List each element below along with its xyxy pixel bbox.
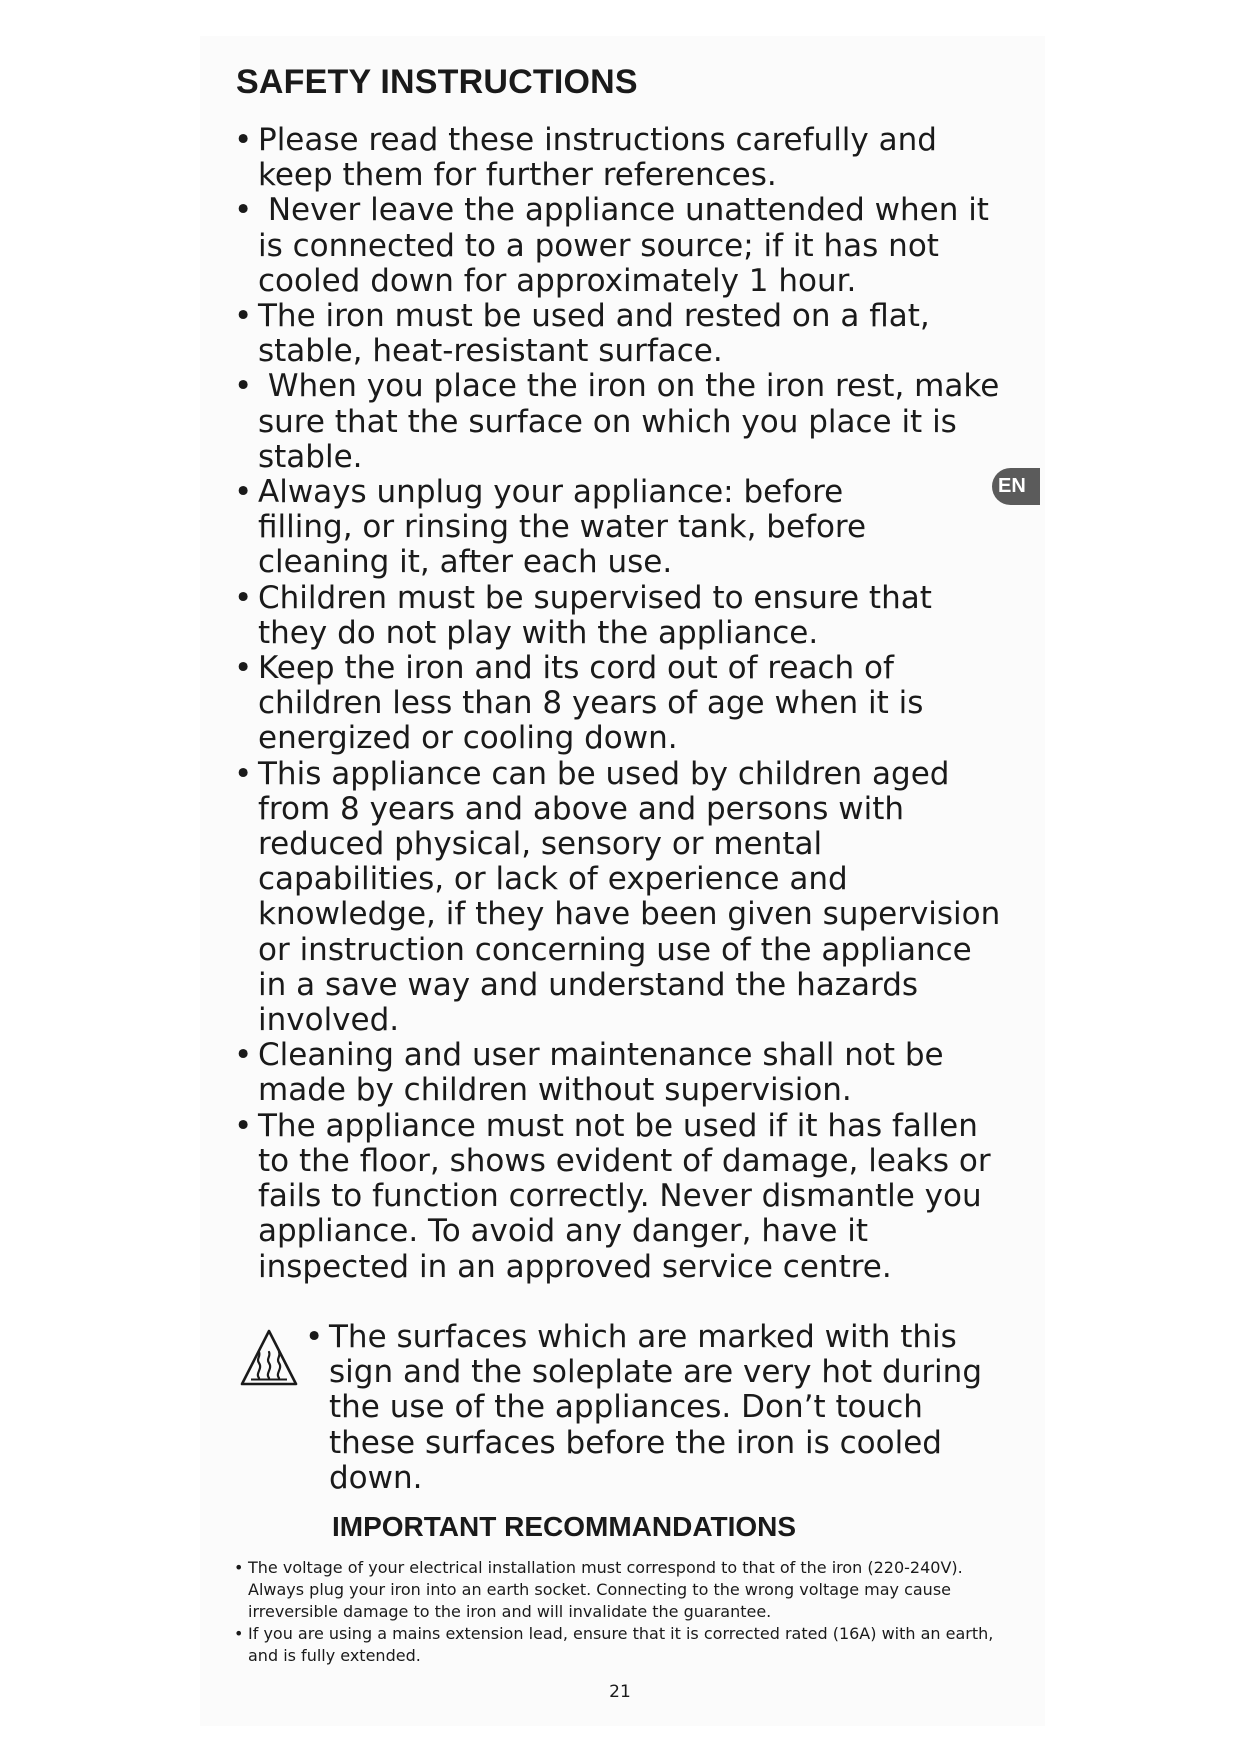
recommendations-title: IMPORTANT RECOMMANDATIONS	[332, 1511, 797, 1542]
hot-surface-text: The surfaces which are marked with this sign and the soleplate are very hot during the use of the appliances. Don’t touch these surfaces before the iron is cooled down.	[329, 1319, 982, 1496]
list-item-text: Children must be supervised to ensure that they do not play with the appliance.	[258, 579, 932, 651]
list-item-text: Never leave the appliance unattended when it is connected to a power source; if it has not cooled down for approximately 1 hour.	[258, 192, 999, 299]
list-item	[234, 1623, 1004, 1667]
list-item	[234, 1557, 1004, 1623]
list-item	[234, 123, 1008, 193]
list-item	[234, 193, 1008, 299]
list-item-text: The voltage of your electrical installation must correspond to that of the iron (220-240V). Always plug your iron into an earth socket. Connecting to the wrong voltage may cause irreversible damage to the iron and will invalidate the guarantee.	[248, 1558, 963, 1621]
list-item-text: If you are using a mains extension lead, ensure that it is corrected rated (16A) with an earth, and is fully extended.	[248, 1624, 994, 1665]
list-item	[234, 651, 1008, 757]
list-item-text: Keep the iron and its cord out of reach of children less than 8 years of age when it is energized or cooling down.	[258, 650, 924, 757]
bullet: •	[234, 298, 253, 335]
bullet: •	[234, 192, 253, 229]
bullet: •	[234, 1624, 244, 1643]
list-item-text: The appliance must not be used if it has fallen to the floor, shows evident of damage, leaks or fails to function correctly. Never dismantle you appliance. To avoid any danger, have it inspected in an approved service centre.	[258, 1107, 991, 1285]
safety-instructions-list	[234, 123, 1008, 1285]
bullet: •	[234, 1558, 244, 1577]
language-tab: EN	[992, 468, 1040, 505]
list-item	[234, 757, 1008, 1039]
list-item	[234, 1109, 1008, 1285]
hot-surface-text-block	[305, 1320, 1017, 1496]
page-title: SAFETY INSTRUCTIONS	[236, 63, 638, 101]
bullet: •	[234, 650, 253, 687]
list-item	[234, 299, 1008, 369]
bullet: •	[234, 122, 253, 158]
bullet: •	[234, 474, 253, 511]
list-item-text: Cleaning and user maintenance shall not be made by children without supervision.	[258, 1037, 944, 1109]
list-item	[234, 369, 1008, 475]
bullet: •	[234, 1107, 253, 1144]
bullet: •	[234, 755, 253, 792]
list-item	[234, 581, 1008, 651]
hot-surface-warning-icon	[239, 1328, 299, 1388]
bullet: •	[234, 1037, 253, 1074]
list-item	[234, 475, 1008, 581]
bullet: •	[234, 579, 253, 616]
list-item	[234, 1038, 1008, 1108]
list-item-text: Always unplug your appliance: before filling, or rinsing the water tank, before cleaning it, after each use.	[258, 474, 867, 581]
bullet: •	[305, 1319, 324, 1355]
list-item-text: When you place the iron on the iron rest, make sure that the surface on which you place it is stable.	[258, 368, 1010, 475]
recommendations-list	[234, 1557, 1004, 1667]
list-item-text: The iron must be used and rested on a flat, stable, heat-resistant surface.	[258, 298, 930, 370]
list-item-text: Please read these instructions carefully and keep them for further references.	[258, 122, 937, 194]
bullet: •	[234, 368, 253, 405]
list-item-text: This appliance can be used by children aged from 8 years and above and persons with reduced physical, sensory or mental capabilities, or lack of experience and knowledge, if they have been given supervision or instruction concerning use of the appliance in a save way and understand the hazards involved.	[258, 755, 1001, 1039]
page-number: 21	[609, 1682, 631, 1702]
